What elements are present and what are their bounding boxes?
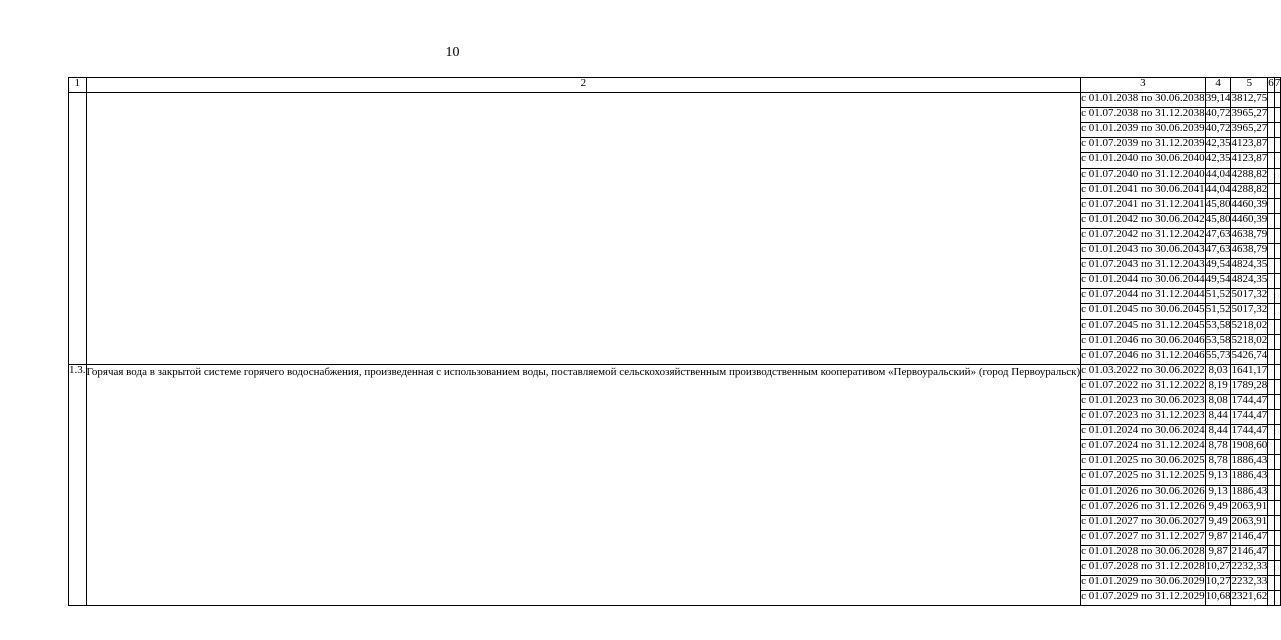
period-cell: с 01.07.2025 по 31.12.2025 <box>1081 470 1206 485</box>
empty-cell <box>1274 530 1281 545</box>
value-cell: 4460,39 <box>1231 213 1268 228</box>
period-cell: с 01.07.2044 по 31.12.2044 <box>1081 289 1206 304</box>
rate-cell: 8,78 <box>1205 440 1231 455</box>
value-cell: 5218,02 <box>1231 319 1268 334</box>
period-cell: с 01.07.2027 по 31.12.2027 <box>1081 530 1206 545</box>
empty-cell <box>1274 591 1281 606</box>
period-cell: с 01.07.2022 по 31.12.2022 <box>1081 379 1206 394</box>
empty-cell <box>1274 561 1281 576</box>
empty-cell <box>1274 289 1281 304</box>
header-cell-1: 1 <box>69 78 87 93</box>
table-row <box>69 93 1281 108</box>
rate-cell: 45,80 <box>1205 213 1231 228</box>
empty-cell <box>1274 515 1281 530</box>
period-cell: с 01.01.2026 по 30.06.2026 <box>1081 485 1206 500</box>
period-cell: с 01.01.2044 по 30.06.2044 <box>1081 274 1206 289</box>
header-cell-3: 3 <box>1081 78 1206 93</box>
value-cell: 2146,47 <box>1231 530 1268 545</box>
table-header-row <box>69 78 1281 93</box>
value-cell: 4824,35 <box>1231 274 1268 289</box>
rate-cell: 9,49 <box>1205 500 1231 515</box>
empty-cell <box>1274 153 1281 168</box>
rate-cell: 44,04 <box>1205 183 1231 198</box>
period-cell: с 01.01.2024 по 30.06.2024 <box>1081 425 1206 440</box>
empty-cell <box>1274 123 1281 138</box>
rate-cell: 8,03 <box>1205 364 1231 379</box>
empty-cell <box>1274 576 1281 591</box>
period-cell: с 01.07.2023 по 31.12.2023 <box>1081 410 1206 425</box>
period-cell: с 01.01.2039 по 30.06.2039 <box>1081 123 1206 138</box>
rate-cell: 10,27 <box>1205 576 1231 591</box>
value-cell: 2063,91 <box>1231 515 1268 530</box>
value-cell: 2063,91 <box>1231 500 1268 515</box>
period-cell: с 01.07.2029 по 31.12.2029 <box>1081 591 1206 606</box>
value-cell: 1744,47 <box>1231 394 1268 409</box>
rate-cell: 8,44 <box>1205 410 1231 425</box>
period-cell: с 01.07.2038 по 31.12.2038 <box>1081 108 1206 123</box>
item-name-cell <box>86 93 1081 365</box>
empty-cell <box>1274 274 1281 289</box>
empty-cell <box>1274 440 1281 455</box>
empty-cell <box>1274 198 1281 213</box>
value-cell: 2321,62 <box>1231 591 1268 606</box>
value-cell: 4824,35 <box>1231 259 1268 274</box>
empty-cell <box>1274 93 1281 108</box>
rate-cell: 10,68 <box>1205 591 1231 606</box>
value-cell: 1744,47 <box>1231 410 1268 425</box>
value-cell: 1886,43 <box>1231 455 1268 470</box>
value-cell: 1886,43 <box>1231 485 1268 500</box>
period-cell: с 01.01.2043 по 30.06.2043 <box>1081 244 1206 259</box>
period-cell: с 01.07.2041 по 31.12.2041 <box>1081 198 1206 213</box>
empty-cell <box>1274 425 1281 440</box>
rate-cell: 9,13 <box>1205 485 1231 500</box>
empty-cell <box>1274 500 1281 515</box>
rate-cell: 51,52 <box>1205 289 1231 304</box>
empty-cell <box>1274 108 1281 123</box>
empty-cell <box>1274 364 1281 379</box>
period-cell: с 01.01.2025 по 30.06.2025 <box>1081 455 1206 470</box>
empty-cell <box>1274 168 1281 183</box>
value-cell: 3965,27 <box>1231 108 1268 123</box>
empty-cell <box>1274 470 1281 485</box>
value-cell: 4288,82 <box>1231 168 1268 183</box>
rate-cell: 47,63 <box>1205 244 1231 259</box>
rate-cell: 49,54 <box>1205 259 1231 274</box>
empty-cell <box>1274 455 1281 470</box>
value-cell: 5218,02 <box>1231 334 1268 349</box>
empty-cell <box>1274 349 1281 364</box>
empty-cell <box>1274 319 1281 334</box>
value-cell: 4123,87 <box>1231 138 1268 153</box>
empty-cell <box>1274 394 1281 409</box>
header-cell-5: 5 <box>1231 78 1268 93</box>
rate-cell: 40,72 <box>1205 123 1231 138</box>
empty-cell <box>1274 379 1281 394</box>
empty-cell <box>1274 183 1281 198</box>
value-cell: 1789,28 <box>1231 379 1268 394</box>
rate-cell: 9,13 <box>1205 470 1231 485</box>
rate-cell: 9,49 <box>1205 515 1231 530</box>
rate-cell: 39,14 <box>1205 93 1231 108</box>
period-cell: с 01.07.2042 по 31.12.2042 <box>1081 228 1206 243</box>
empty-cell <box>1274 410 1281 425</box>
rate-cell: 45,80 <box>1205 198 1231 213</box>
period-cell: с 01.01.2028 по 30.06.2028 <box>1081 545 1206 560</box>
empty-cell <box>1274 334 1281 349</box>
rate-cell: 9,87 <box>1205 530 1231 545</box>
value-cell: 1908,60 <box>1231 440 1268 455</box>
item-number-cell <box>69 93 87 365</box>
rate-cell: 40,72 <box>1205 108 1231 123</box>
rate-cell: 51,52 <box>1205 304 1231 319</box>
rate-cell: 49,54 <box>1205 274 1231 289</box>
page-number: 10 <box>445 45 460 60</box>
period-cell: с 01.01.2042 по 30.06.2042 <box>1081 213 1206 228</box>
rate-cell: 10,27 <box>1205 561 1231 576</box>
period-cell: с 01.01.2038 по 30.06.2038 <box>1081 93 1206 108</box>
value-cell: 3812,75 <box>1231 93 1268 108</box>
period-cell: с 01.07.2045 по 31.12.2045 <box>1081 319 1206 334</box>
period-cell: с 01.01.2045 по 30.06.2045 <box>1081 304 1206 319</box>
rate-cell: 53,58 <box>1205 319 1231 334</box>
value-cell: 2232,33 <box>1231 561 1268 576</box>
value-cell: 4638,79 <box>1231 228 1268 243</box>
value-cell: 4123,87 <box>1231 153 1268 168</box>
period-cell: с 01.07.2039 по 31.12.2039 <box>1081 138 1206 153</box>
rate-cell: 44,04 <box>1205 168 1231 183</box>
table-body <box>69 78 1281 606</box>
period-cell: с 01.07.2046 по 31.12.2046 <box>1081 349 1206 364</box>
rate-cell: 8,44 <box>1205 425 1231 440</box>
value-cell: 5426,74 <box>1231 349 1268 364</box>
period-cell: с 01.01.2027 по 30.06.2027 <box>1081 515 1206 530</box>
item-number-cell: 1.3. <box>69 364 87 606</box>
rate-cell: 8,78 <box>1205 455 1231 470</box>
value-cell: 2146,47 <box>1231 545 1268 560</box>
value-cell: 1886,43 <box>1231 470 1268 485</box>
period-cell: с 01.01.2046 по 30.06.2046 <box>1081 334 1206 349</box>
header-cell-6: 6 <box>1268 78 1275 93</box>
rate-cell: 47,63 <box>1205 228 1231 243</box>
header-cell-7: 7 <box>1274 78 1281 93</box>
value-cell: 5017,32 <box>1231 304 1268 319</box>
rate-cell: 8,19 <box>1205 379 1231 394</box>
value-cell: 4288,82 <box>1231 183 1268 198</box>
period-cell: с 01.01.2029 по 30.06.2029 <box>1081 576 1206 591</box>
period-cell: с 01.07.2043 по 31.12.2043 <box>1081 259 1206 274</box>
empty-cell <box>1274 485 1281 500</box>
header-cell-4: 4 <box>1205 78 1231 93</box>
empty-cell <box>1274 213 1281 228</box>
tariff-table <box>68 77 1281 606</box>
period-cell: с 01.07.2024 по 31.12.2024 <box>1081 440 1206 455</box>
rate-cell: 55,73 <box>1205 349 1231 364</box>
empty-cell <box>1274 244 1281 259</box>
period-cell: с 01.07.2040 по 31.12.2040 <box>1081 168 1206 183</box>
value-cell: 5017,32 <box>1231 289 1268 304</box>
rate-cell: 42,35 <box>1205 153 1231 168</box>
rate-cell: 8,08 <box>1205 394 1231 409</box>
period-cell: с 01.07.2028 по 31.12.2028 <box>1081 561 1206 576</box>
rate-cell: 9,87 <box>1205 545 1231 560</box>
period-cell: с 01.07.2026 по 31.12.2026 <box>1081 500 1206 515</box>
empty-cell <box>1274 545 1281 560</box>
value-cell: 4638,79 <box>1231 244 1268 259</box>
period-cell: с 01.01.2023 по 30.06.2023 <box>1081 394 1206 409</box>
period-cell: с 01.01.2040 по 30.06.2040 <box>1081 153 1206 168</box>
value-cell: 1641,17 <box>1231 364 1268 379</box>
period-cell: с 01.01.2041 по 30.06.2041 <box>1081 183 1206 198</box>
value-cell: 3965,27 <box>1231 123 1268 138</box>
period-cell: с 01.03.2022 по 30.06.2022 <box>1081 364 1206 379</box>
item-name-cell: Горячая вода в закрытой системе горячего водоснабжения, произведенная с использованием воды, поставляемой сельскохозяйственным производственным кооперативом «Первоуральский» (город Первоуральск) <box>86 364 1081 606</box>
table-row <box>69 364 1281 379</box>
rate-cell: 53,58 <box>1205 334 1231 349</box>
rate-cell: 42,35 <box>1205 138 1231 153</box>
header-cell-2: 2 <box>86 78 1081 93</box>
value-cell: 2232,33 <box>1231 576 1268 591</box>
empty-cell <box>1274 228 1281 243</box>
empty-cell <box>1274 304 1281 319</box>
value-cell: 4460,39 <box>1231 198 1268 213</box>
empty-cell <box>1274 259 1281 274</box>
value-cell: 1744,47 <box>1231 425 1268 440</box>
empty-cell <box>1274 138 1281 153</box>
